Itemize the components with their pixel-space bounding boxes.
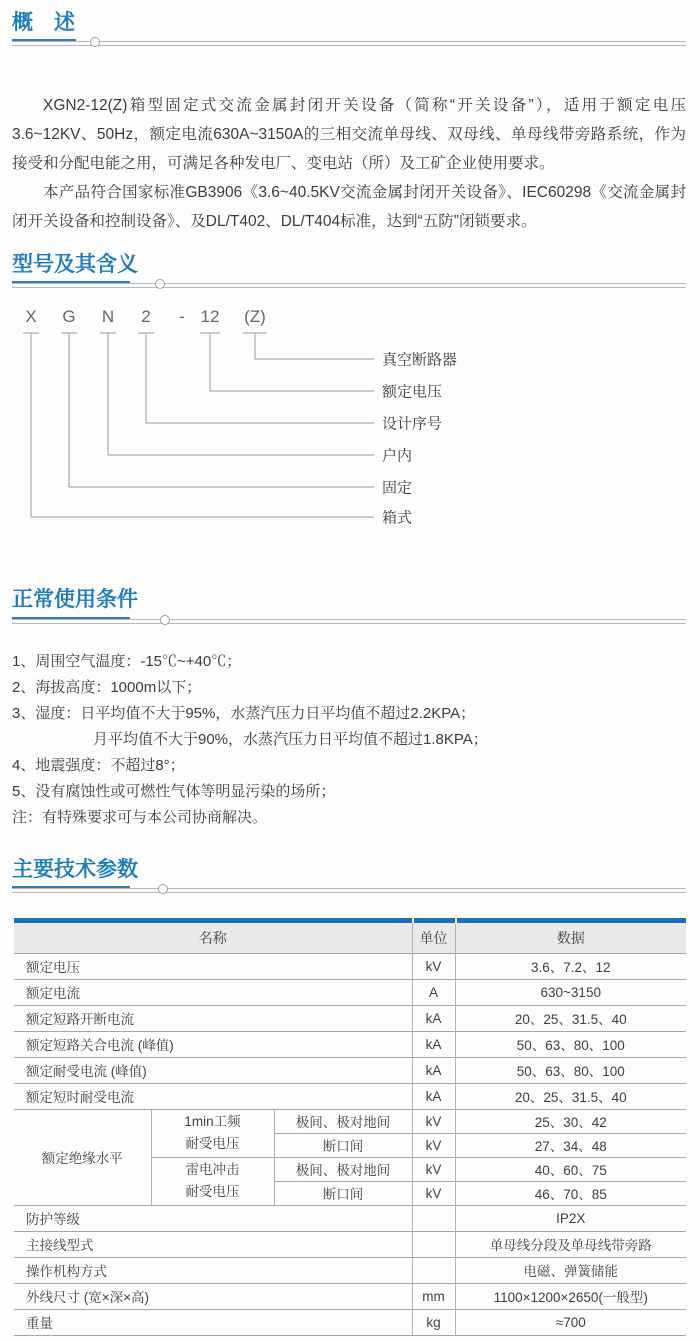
table-header-row bbox=[14, 923, 686, 954]
model-code-char-2: 2 bbox=[141, 307, 151, 327]
table-row bbox=[14, 1309, 686, 1335]
param-data: 46、70、85 bbox=[455, 1181, 686, 1205]
param-name: 重量 bbox=[14, 1309, 412, 1335]
param-name: 额定耐受电流 (峰值) bbox=[14, 1057, 412, 1083]
overview-paragraph-1: XGN2-12(Z)箱型固定式交流金属封闭开关设备（简称“开关设备”），适用于额定电压3.6~12KV、50Hz，额定电流630A~3150A的三相交流单母线、双母线、单母线带旁路系统，作为接受和分配电能之用，可满足各种发电厂、变电站（所）及工矿企业使用要求。 bbox=[12, 97, 686, 173]
param-unit: kA bbox=[412, 1083, 455, 1109]
subgroup-line-2: 耐受电压 bbox=[185, 1184, 240, 1200]
model-title: 型号及其含义 bbox=[12, 253, 138, 277]
table-row bbox=[14, 1205, 686, 1231]
param-unit bbox=[412, 1205, 455, 1231]
param-name: 额定电压 bbox=[14, 953, 412, 979]
table-top-bar-gap bbox=[412, 918, 414, 923]
condition-item-4: 4、地震强度：不超过8°； bbox=[12, 756, 185, 774]
table-row bbox=[14, 953, 686, 979]
table-row bbox=[14, 1083, 686, 1109]
param-data: ≈700 bbox=[455, 1309, 686, 1335]
param-unit bbox=[412, 1231, 455, 1257]
condition-item-1: 1、周围空气温度：-15℃~+40℃； bbox=[12, 652, 242, 670]
table-row bbox=[14, 1257, 686, 1283]
model-label-rated-voltage: 额定电压 bbox=[382, 383, 443, 401]
table-row bbox=[14, 1231, 686, 1257]
subgroup-line-1: 雷电冲击 bbox=[185, 1162, 240, 1178]
subgroup-line-2: 耐受电压 bbox=[185, 1136, 240, 1152]
condition-item-5: 5、没有腐蚀性或可燃性气体等明显污染的场所； bbox=[12, 782, 336, 800]
param-unit: kg bbox=[412, 1309, 455, 1335]
section-parameters bbox=[12, 857, 686, 1336]
condition-item-3: 3、湿度：日平均值不大于95%，水蒸汽压力日平均值不超过2.2KPA； bbox=[12, 704, 476, 722]
model-label-vacuum-breaker: 真空断路器 bbox=[382, 351, 458, 369]
parameters-table bbox=[14, 923, 686, 1336]
parameters-title: 主要技术参数 bbox=[12, 857, 138, 881]
param-unit: kA bbox=[412, 1057, 455, 1083]
param-data: 50、63、80、100 bbox=[455, 1057, 686, 1083]
insulation-scope: 极间、极对地间 bbox=[274, 1109, 412, 1133]
divider-double-line bbox=[12, 41, 686, 46]
insulation-scope: 断口间 bbox=[274, 1181, 412, 1205]
divider-blue-segment bbox=[12, 617, 130, 619]
section-divider bbox=[12, 617, 686, 625]
model-code-char-g: G bbox=[62, 307, 76, 327]
param-name: 额定短路关合电流 (峰值) bbox=[14, 1031, 412, 1057]
param-unit: kV bbox=[412, 1157, 455, 1181]
divider-double-line bbox=[12, 283, 686, 288]
model-code-char-dash: - bbox=[179, 307, 185, 327]
param-data: 1100×1200×2650(一般型) bbox=[455, 1283, 686, 1309]
insulation-scope: 极间、极对地间 bbox=[274, 1157, 412, 1181]
section-model-meaning bbox=[12, 252, 686, 539]
param-data: 630~3150 bbox=[455, 979, 686, 1005]
param-unit: mm bbox=[412, 1283, 455, 1309]
param-name: 外线尺寸 (宽×深×高) bbox=[14, 1283, 412, 1309]
table-top-bar-gap bbox=[455, 918, 457, 923]
param-data: 25、30、42 bbox=[455, 1109, 686, 1133]
param-data: 20、25、31.5、40 bbox=[455, 1005, 686, 1031]
condition-item-2: 2、海拔高度：1000m以下； bbox=[12, 678, 202, 696]
param-data: IP2X bbox=[455, 1205, 686, 1231]
insulation-subgroup-name bbox=[151, 1157, 274, 1205]
param-unit: A bbox=[412, 979, 455, 1005]
condition-item-3b: 月平均值不大于90%，水蒸汽压力日平均值不超过1.8KPA； bbox=[93, 730, 488, 748]
model-code-diagram bbox=[12, 307, 686, 539]
table-row bbox=[14, 979, 686, 1005]
overview-body bbox=[12, 91, 686, 236]
divider-blue-segment bbox=[12, 886, 130, 888]
model-code-char-12: 12 bbox=[200, 307, 220, 327]
section-divider bbox=[12, 281, 686, 289]
table-row-insulation bbox=[14, 1109, 686, 1133]
model-label-box-type: 箱式 bbox=[382, 509, 413, 527]
conditions-list bbox=[12, 649, 686, 831]
overview-title: 概 述 bbox=[12, 11, 75, 34]
insulation-subgroup-name bbox=[151, 1109, 274, 1157]
condition-note: 注：有特殊要求可与本公司协商解决。 bbox=[12, 808, 268, 826]
table-row bbox=[14, 1031, 686, 1057]
divider-circle-icon bbox=[158, 884, 168, 894]
param-name: 额定短路开断电流 bbox=[14, 1005, 412, 1031]
param-name: 操作机构方式 bbox=[14, 1257, 412, 1283]
param-name: 额定短时耐受电流 bbox=[14, 1083, 412, 1109]
param-data: 27、34、48 bbox=[455, 1133, 686, 1157]
param-unit bbox=[412, 1257, 455, 1283]
param-unit: kA bbox=[412, 1005, 455, 1031]
section-conditions bbox=[12, 587, 686, 830]
param-name: 主接线型式 bbox=[14, 1231, 412, 1257]
param-data: 电磁、弹簧储能 bbox=[455, 1257, 686, 1283]
section-divider bbox=[12, 39, 686, 47]
param-data: 20、25、31.5、40 bbox=[455, 1083, 686, 1109]
param-name: 额定电流 bbox=[14, 979, 412, 1005]
table-top-bar bbox=[14, 918, 686, 923]
param-data: 40、60、75 bbox=[455, 1157, 686, 1181]
divider-double-line bbox=[12, 888, 686, 893]
overview-paragraph-2: 本产品符合国家标准GB3906《3.6~40.5KV交流金属封闭开关设备》、IEC60298《交流金属封闭开关设备和控制设备》、及DL/T402、DL/T404标准，达到“五防”闭锁要求。 bbox=[12, 184, 686, 231]
insulation-group-name: 额定绝缘水平 bbox=[14, 1109, 151, 1205]
model-code-char-z: (Z) bbox=[244, 307, 266, 327]
param-unit: kV bbox=[412, 953, 455, 979]
conditions-title: 正常使用条件 bbox=[12, 588, 138, 612]
param-unit: kV bbox=[412, 1133, 455, 1157]
parameters-table-wrap bbox=[14, 918, 686, 1336]
param-data: 3.6、7.2、12 bbox=[455, 953, 686, 979]
model-label-fixed: 固定 bbox=[382, 479, 413, 497]
table-row bbox=[14, 1057, 686, 1083]
param-unit: kV bbox=[412, 1109, 455, 1133]
param-unit: kA bbox=[412, 1031, 455, 1057]
model-label-indoor: 户内 bbox=[382, 447, 413, 465]
model-code-char-x: X bbox=[25, 307, 37, 327]
subgroup-line-1: 1min工频 bbox=[184, 1114, 241, 1130]
param-name: 防护等级 bbox=[14, 1205, 412, 1231]
divider-double-line bbox=[12, 619, 686, 624]
model-label-design-serial: 设计序号 bbox=[382, 415, 443, 433]
insulation-scope: 断口间 bbox=[274, 1133, 412, 1157]
table-row bbox=[14, 1283, 686, 1309]
param-unit: kV bbox=[412, 1181, 455, 1205]
table-row bbox=[14, 1005, 686, 1031]
section-overview bbox=[12, 10, 686, 236]
model-diagram-lines bbox=[12, 307, 688, 539]
param-data: 50、63、80、100 bbox=[455, 1031, 686, 1057]
header-unit: 单位 bbox=[412, 923, 455, 954]
divider-circle-icon bbox=[160, 615, 170, 625]
section-divider bbox=[12, 886, 686, 894]
model-code-char-n: N bbox=[101, 307, 115, 327]
header-name: 名称 bbox=[14, 923, 412, 954]
divider-blue-segment bbox=[12, 281, 130, 283]
param-data: 单母线分段及单母线带旁路 bbox=[455, 1231, 686, 1257]
divider-blue-segment bbox=[12, 39, 76, 41]
header-data: 数据 bbox=[455, 923, 686, 954]
